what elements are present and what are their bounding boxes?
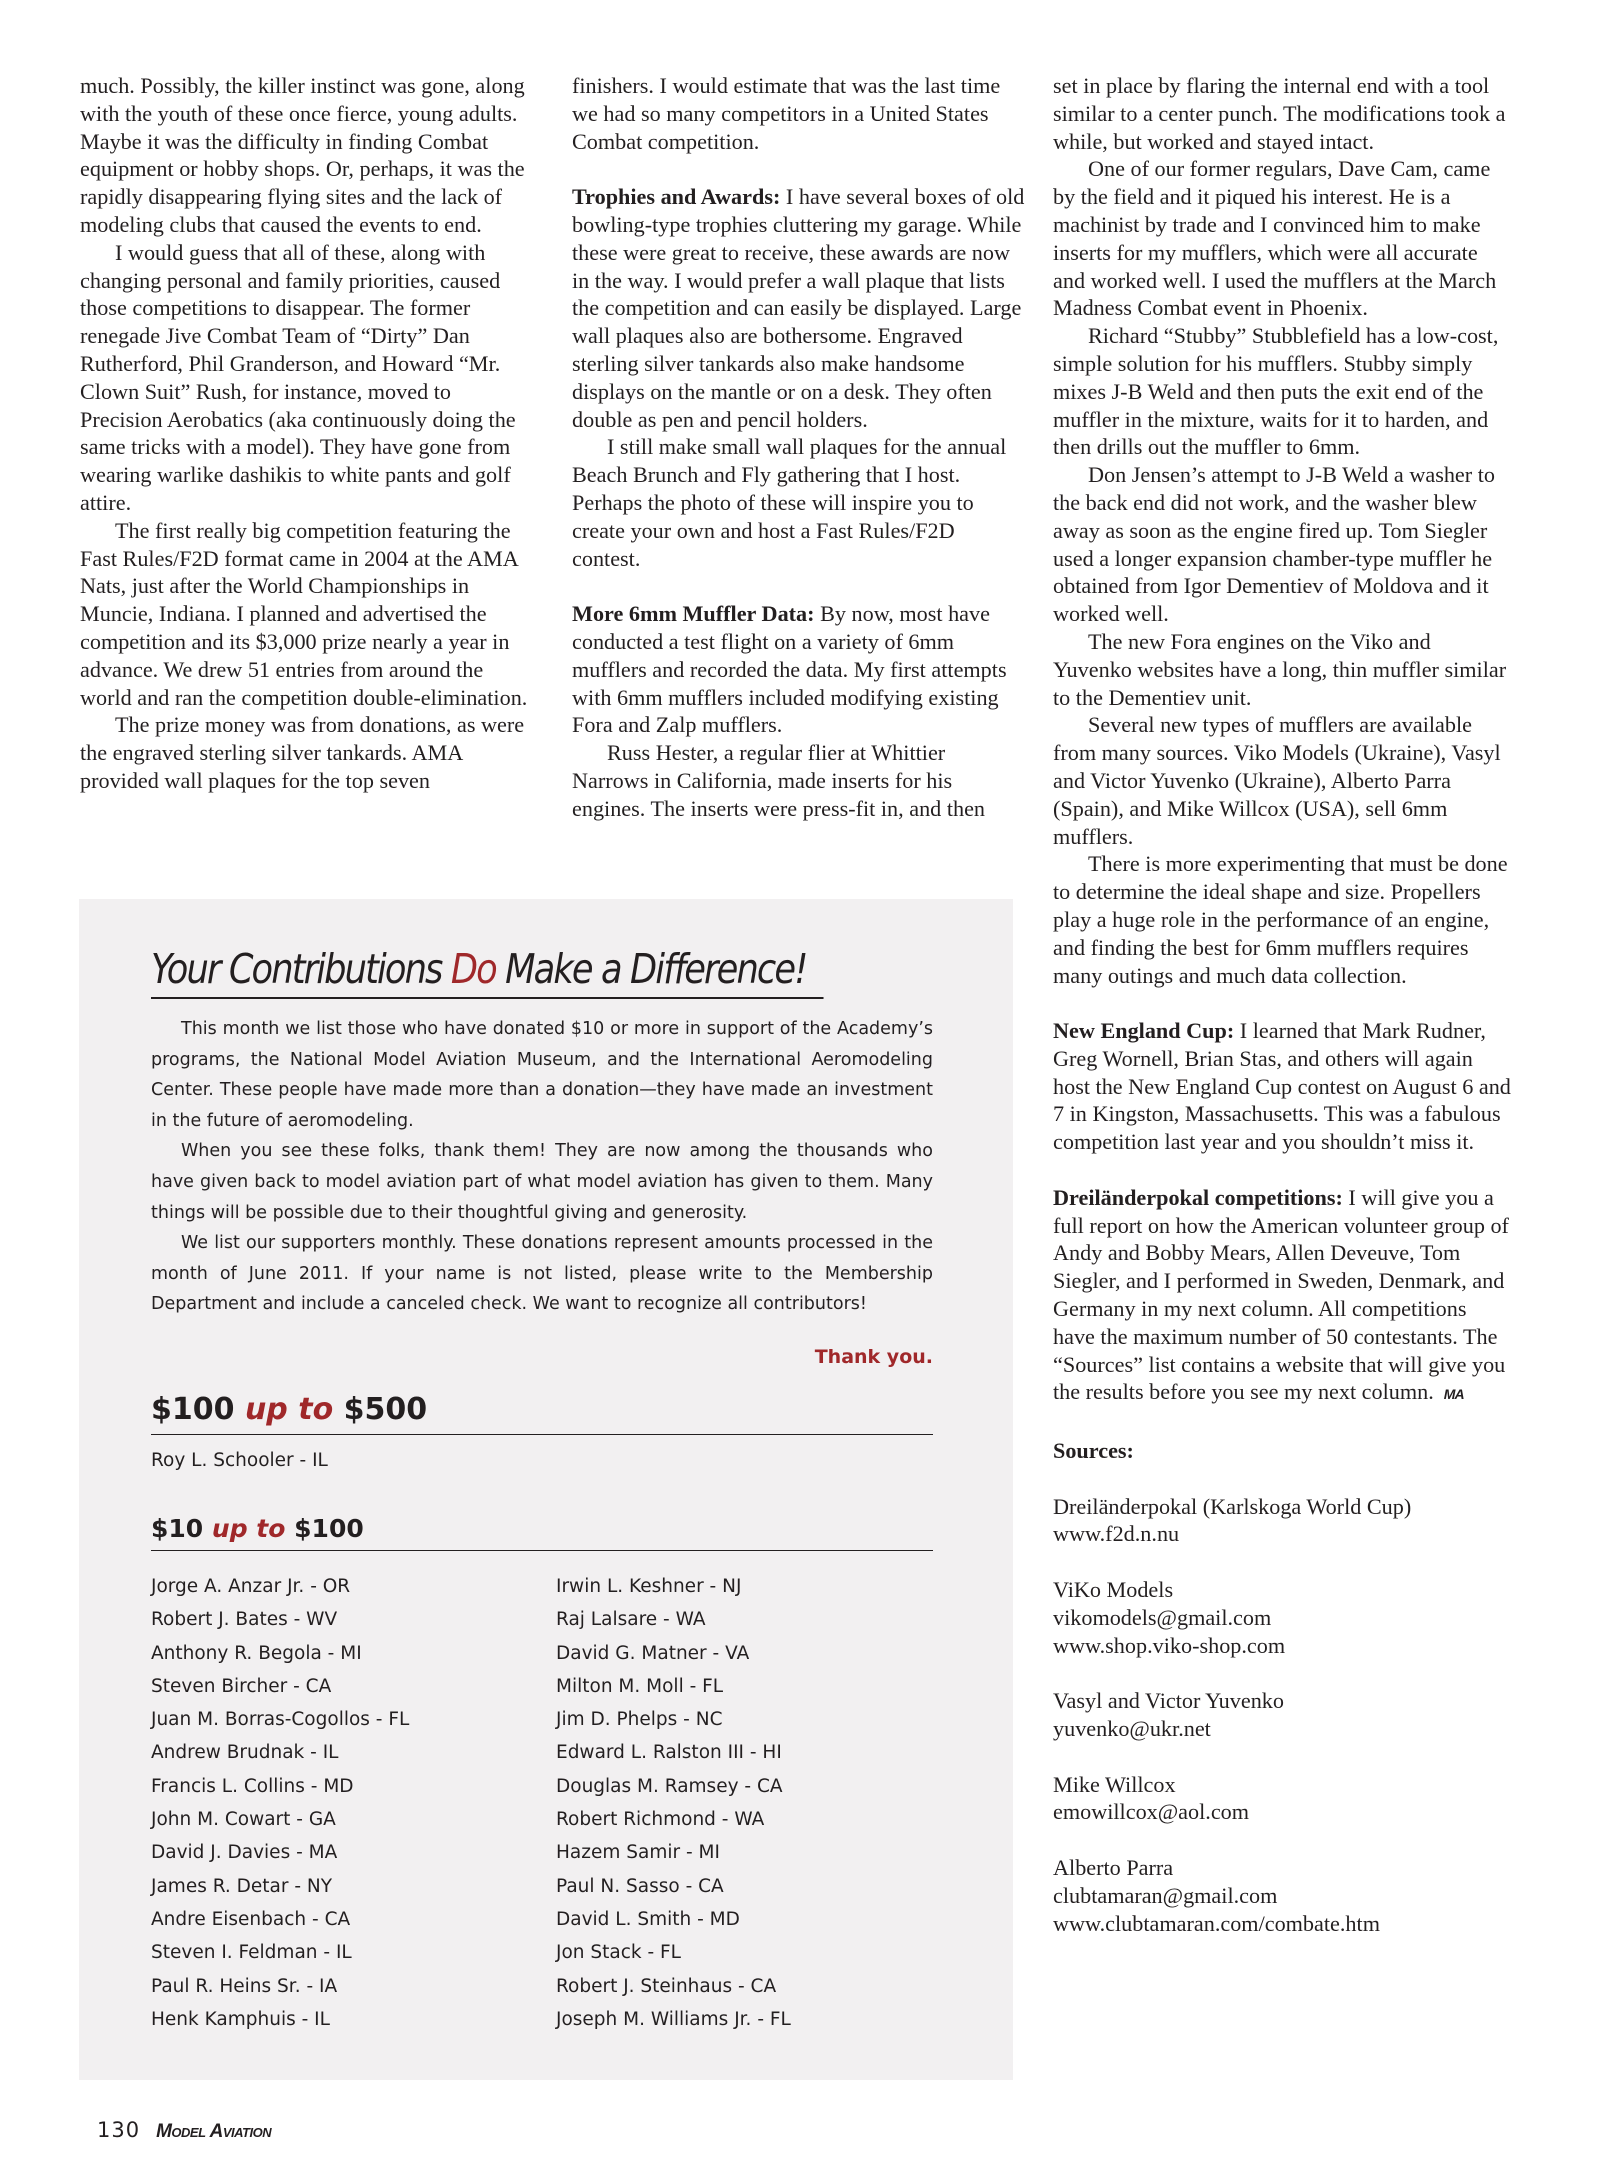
article-paragraph — [80, 239, 530, 517]
article-paragraph — [1053, 628, 1513, 711]
donor-name: Irwin L. Keshner - NJ — [556, 1576, 742, 1597]
article-section — [1053, 1017, 1513, 1156]
donor-name: David L. Smith - MD — [556, 1908, 740, 1930]
donor-name: Jim D. Phelps - NC — [556, 1709, 723, 1731]
section-heading: Dreiländerpokal competitions: — [1053, 1184, 1343, 1210]
donor-name: Jorge A. Anzar Jr. - OR — [151, 1576, 351, 1597]
source-name: Mike Willcox — [1053, 1771, 1176, 1797]
donor-name: Henk Kamphuis - IL — [151, 2008, 330, 2030]
sources-heading — [1053, 1437, 1513, 1465]
donor-name: Francis L. Collins - MD — [151, 1775, 354, 1797]
paragraph-text: Several new types of mufflers are available from many sources. Viko Models (Ukraine), Vasyl and Victor Yuvenko (Ukraine), Alberto Parra (Spain), and Mike Willcox (USA), sell 6mm mufflers. — [1053, 712, 1501, 849]
title-part: Make a Difference! — [495, 945, 807, 993]
paragraph-text: The new Fora engines on the Viko and Yuvenko websites have a long, thin muffler similar to the Dementiev unit. — [1053, 628, 1507, 710]
donor-name: Roy L. Schooler - IL — [151, 1450, 328, 1471]
source-link[interactable]: www.clubtamaran.com/combate.htm — [1053, 1910, 1380, 1936]
contributions-paragraph: We list our supporters monthly. These donations represent amounts processed in the month of June 2011. If your name is not listed, please write to the Membership Department and include a canceled check. We want to recognize all contributors! — [151, 1233, 933, 1315]
source-entry — [1053, 1493, 1513, 1549]
tier-to: $100 — [294, 1514, 364, 1543]
donor-name: Jon Stack - FL — [556, 1942, 681, 1964]
donor-name: Steven Bircher - CA — [151, 1675, 332, 1697]
paragraph-text: I have several boxes of old bowling-type trophies cluttering my garage. While these were great to receive, these awards are now in the way. I would prefer a wall plaque that lists the competition and can easily be displayed. Large wall plaques also are bothersome. Engraved sterling silver tankards also make handsome displays on the mantle or on a desk. They often double as pen and pencil holders. — [572, 184, 1025, 432]
section-heading: Trophies and Awards: — [572, 184, 781, 210]
paragraph-text: much. Possibly, the killer instinct was gone, along with the youth of these once fierce, young adults. Maybe it was the difficulty in finding Combat equipment or hobby shops. Or, perhaps, it was the rapidly disappearing flying sites and the lack of modeling clubs that caused the events to end. — [80, 73, 525, 237]
thank-you-text: Thank you. — [814, 1346, 933, 1368]
source-name: Alberto Parra — [1053, 1855, 1174, 1880]
tier-from: $100 — [151, 1392, 235, 1427]
paragraph-text: I still make small wall plaques for the annual Beach Brunch and Fly gathering that I host. Perhaps the photo of these will inspire you to create your own and host a Fast Rules/F2D contest. — [572, 434, 1007, 571]
paragraph-text: Don Jensen’s attempt to J-B Weld a washer to the back end did not work, and the washer blew away as soon as the engine fired up. Tom Siegler used a longer expansion chamber-type muffler he obtained from Igor Dementiev of Moldova and it worked well. — [1053, 462, 1495, 627]
paragraph-text: Russ Hester, a regular flier at Whittier Narrows in California, made inserts for his engines. The inserts were press-fit in, and then — [572, 740, 986, 821]
source-entry — [1053, 1854, 1513, 1937]
end-mark-icon: MA — [1443, 1386, 1464, 1403]
paragraph-text: The prize money was from donations, as were the engraved sterling silver tankards. AMA provided wall plaques for the top seven — [80, 712, 525, 793]
article-paragraph — [1053, 850, 1513, 989]
article-paragraph — [80, 517, 530, 712]
donor-name: Andrew Brudnak - IL — [151, 1742, 339, 1764]
tier-from: $10 — [151, 1514, 204, 1543]
article-paragraph — [1053, 711, 1513, 850]
donor-name: Hazem Samir - MI — [556, 1842, 720, 1864]
contributions-body — [151, 1014, 933, 1320]
donor-name: Paul N. Sasso - CA — [556, 1875, 724, 1897]
article-paragraph — [1053, 461, 1513, 628]
tier-connector: up to — [244, 1392, 334, 1427]
tier-connector: up to — [211, 1514, 286, 1543]
paragraph-text: I learned that Mark Rudner, Greg Wornell, Brian Stas, and others will again host the New England Cup contest on August 6 and 7 in Kingston, Massachusetts. This was a fabulous competition last year and you shouldn’t miss it. — [1053, 1018, 1511, 1155]
article-section — [1053, 1184, 1513, 1409]
donor-name: James R. Detar - NY — [151, 1875, 333, 1897]
source-link[interactable]: yuvenko@ukr.net — [1053, 1716, 1211, 1742]
article-paragraph — [1053, 155, 1513, 322]
donor-name: Milton M. Moll - FL — [556, 1675, 724, 1697]
paragraph-text: Richard “Stubby” Stubblefield has a low-cost, simple solution for his mufflers. Stubby simply mixes J-B Weld and then puts the exit end of the muffler in the mixture, waits for it to harden, and then drills out the muffler to 6mm. — [1053, 323, 1499, 460]
article-column-2 — [572, 72, 1027, 823]
title-part: Your Contributions — [151, 945, 451, 993]
source-link[interactable]: clubtamaran@gmail.com — [1053, 1882, 1278, 1908]
source-entry — [1053, 1687, 1513, 1743]
source-name: Dreiländerpokal (Karlskoga World Cup) — [1053, 1493, 1412, 1519]
tier-heading-10-100 — [151, 1508, 933, 1551]
article-paragraph — [80, 72, 530, 239]
paragraph-text: I will give you a full report on how the American volunteer group of Andy and Bobby Mears, Allen Deveuve, Tom Siegler, and I performed in Sweden, Denmark, and Germany in my next column. All competitions have the maximum number of 50 contestants. The “Sources” list contains a website that will give you the results before you see my next column. — [1053, 1184, 1509, 1405]
donor-name: Raj Lalsare - WA — [556, 1609, 706, 1631]
source-link[interactable]: www.f2d.n.nu — [1053, 1521, 1180, 1547]
page-footer — [97, 2118, 271, 2143]
donor-name: Robert Richmond - WA — [556, 1809, 765, 1831]
donor-name: Edward L. Ralston III - HI — [556, 1742, 782, 1764]
section-heading: New England Cup: — [1053, 1018, 1235, 1044]
donor-name: David G. Matner - VA — [556, 1642, 750, 1664]
source-entry — [1053, 1576, 1513, 1659]
donor-name: Paul R. Heins Sr. - IA — [151, 1975, 338, 1997]
contributions-paragraph: This month we list those who have donated $10 or more in support of the Academy’s programs, the National Model Aviation Museum, and the International Aeromodeling Center. These people have made more than a donation—they have made an investment in the future of aeromodeling. — [151, 1019, 933, 1131]
article-section — [572, 183, 1027, 433]
paragraph-text: The first really big competition featuring the Fast Rules/F2D format came in 2004 at the AMA Nats, just after the World Championships in Muncie, Indiana. I planned and advertised the competition and its $3,000 prize nearly a year in advance. We drew 51 entries from around the world and ran the competition double-elimination. — [80, 517, 528, 710]
donor-name: Robert J. Bates - WV — [151, 1609, 338, 1631]
contributions-box — [79, 899, 1013, 2080]
donor-name: Steven I. Feldman - IL — [151, 1942, 352, 1964]
article-paragraph — [572, 72, 1027, 155]
source-name: ViKo Models — [1053, 1577, 1174, 1603]
paragraph-text: By now, most have conducted a test flight on a variety of 6mm mufflers and recorded the data. My first attempts with 6mm mufflers included modifying existing Fora and Zalp mufflers. — [572, 601, 1007, 738]
source-entry — [1053, 1771, 1513, 1827]
paragraph-text: finishers. I would estimate that was the last time we had so many competitors in a United States Combat competition. — [572, 73, 1001, 154]
contributions-title — [151, 941, 824, 999]
donor-name: David J. Davies - MA — [151, 1842, 338, 1864]
sources-heading-text: Sources: — [1053, 1438, 1134, 1464]
article-paragraph — [572, 433, 1027, 572]
tier-heading-100-500 — [151, 1386, 933, 1435]
article-paragraph — [1053, 72, 1513, 155]
article-paragraph — [80, 711, 530, 794]
paragraph-text: One of our former regulars, Dave Cam, came by the field and it piqued his interest. He is a machinist by trade and I convinced him to make inserts for my mufflers, which were all accurate and worked well. I used the mufflers at the March Madness Combat event in Phoenix. — [1053, 156, 1497, 321]
donor-name: Joseph M. Williams Jr. - FL — [556, 2008, 791, 2030]
source-link[interactable]: emowillcox@aol.com — [1053, 1799, 1250, 1825]
paragraph-text: set in place by flaring the internal end with a tool similar to a center punch. The modifications took a while, but worked and stayed intact. — [1053, 73, 1506, 154]
article-column-1 — [80, 72, 530, 795]
magazine-logo: Model Aviation — [156, 2121, 272, 2142]
article-column-3 — [1053, 72, 1513, 1937]
source-link[interactable]: www.shop.viko-shop.com — [1053, 1632, 1286, 1658]
donor-name: Anthony R. Begola - MI — [151, 1642, 362, 1664]
section-heading: More 6mm Muffler Data: — [572, 601, 815, 627]
tier-10-100-donor-list-column-2 — [556, 1570, 791, 2036]
tier-100-500-donor-list — [151, 1444, 328, 1477]
article-section — [572, 600, 1027, 739]
tier-to: $500 — [343, 1392, 428, 1427]
article-paragraph — [1053, 322, 1513, 461]
donor-name: Juan M. Borras-Cogollos - FL — [151, 1709, 410, 1731]
title-highlight: Do — [450, 945, 496, 993]
donor-name: Douglas M. Ramsey - CA — [556, 1775, 783, 1797]
donor-name: Andre Eisenbach - CA — [151, 1908, 351, 1930]
paragraph-text: I would guess that all of these, along with changing personal and family priorities, caused those competitions to disappear. The former renegade Jive Combat Team of “Dirty” Dan Rutherford, Phil Granderson, and Howard “Mr. Clown Suit” Rush, for instance, moved to Precision Aerobatics (aka continuously doing the same tricks with a model). They have gone from wearing warlike dashikis to white pants and golf attire. — [80, 239, 516, 515]
source-link[interactable]: vikomodels@gmail.com — [1053, 1604, 1272, 1630]
contributions-paragraph: When you see these folks, thank them! They are now among the thousands who have given back to model aviation part of what model aviation has given to them. Many things will be possible due to their thoughtful giving and generosity. — [151, 1141, 933, 1223]
page-number: 130 — [97, 2118, 141, 2142]
donor-name: Robert J. Steinhaus - CA — [556, 1975, 777, 1997]
source-name: Vasyl and Victor Yuvenko — [1053, 1688, 1284, 1714]
donor-name: John M. Cowart - GA — [151, 1809, 336, 1831]
paragraph-text: There is more experimenting that must be done to determine the ideal shape and size. Propellers play a huge role in the performance of an engine, and finding the best for 6mm mufflers requires many outings and much data collection. — [1053, 851, 1508, 988]
article-paragraph — [572, 739, 1027, 822]
tier-10-100-donor-list-column-1 — [151, 1570, 409, 2036]
